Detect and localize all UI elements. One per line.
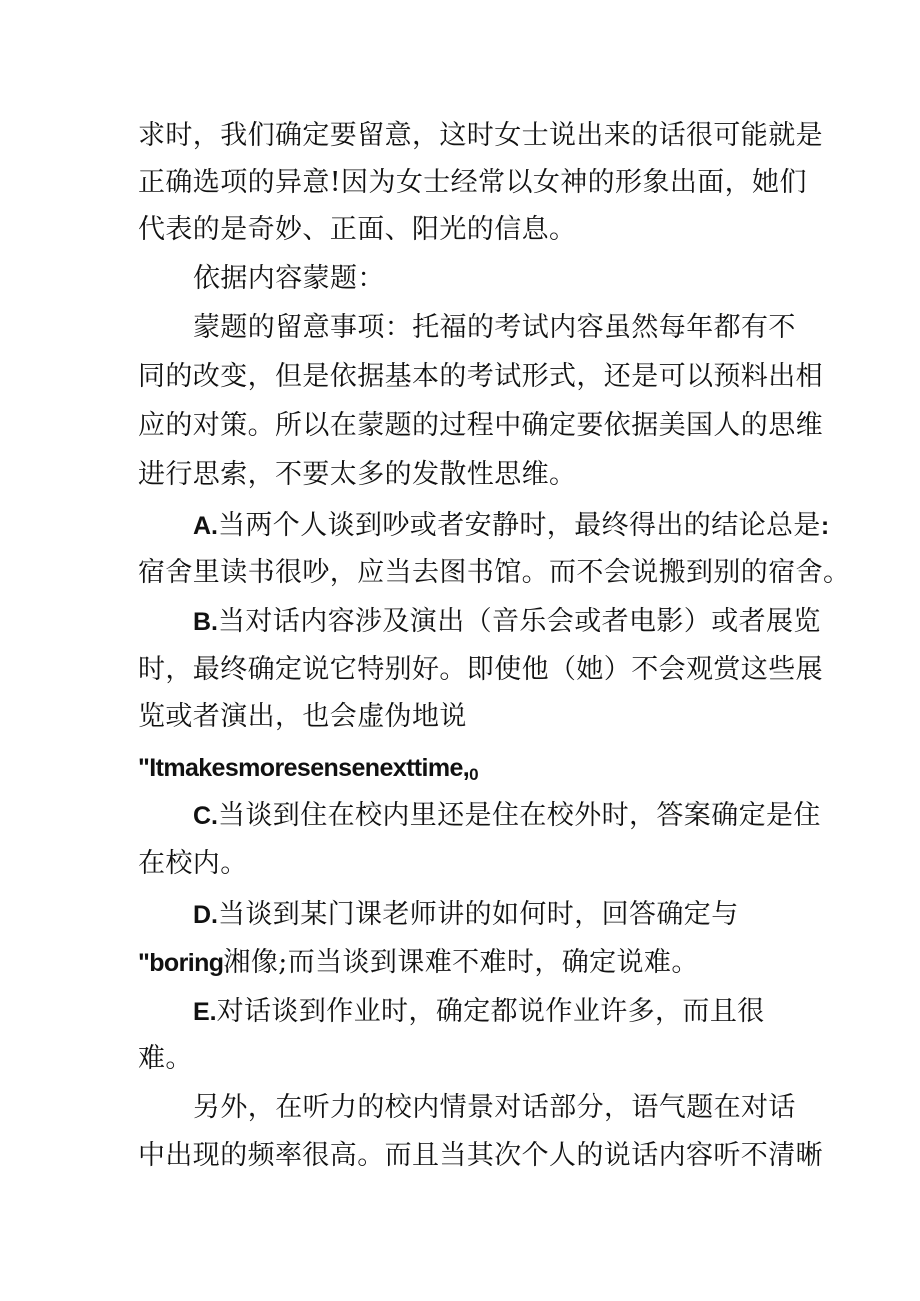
paragraph-line: 求时，我们确定要留意，这时女士说出来的话很可能就是 <box>138 120 823 151</box>
list-label: A. <box>193 512 218 540</box>
list-label: E. <box>193 998 217 1026</box>
section-heading: 依据内容蒙题： <box>193 263 385 294</box>
list-item-b <box>193 602 821 642</box>
list-item-text: 对话谈到作业时，确定都说作业许多，而且很 <box>216 996 765 1027</box>
list-item-text: 当两个人谈到吵或者安静时，最终得出的结论总是 <box>218 510 821 541</box>
paragraph-line: 应的对策。所以在蒙题的过程中确定要依据美国人的思维 <box>138 410 823 441</box>
paragraph-line: 时，最终确定说它特别好。即使他（她）不会观赏这些展 <box>138 654 823 685</box>
quote-line <box>138 748 479 788</box>
quoted-word: "boring <box>138 949 224 977</box>
list-item-text: 当谈到某门课老师讲的如何时，回答确定与 <box>218 899 739 930</box>
list-item-text: 当对话内容涉及演出（音乐会或者电影）或者展览 <box>218 606 821 637</box>
list-item-tail: : <box>820 512 830 540</box>
list-item-c <box>193 796 821 836</box>
paragraph-line: 同的改变，但是依据基本的考试形式，还是可以预料出相 <box>138 361 823 392</box>
paragraph-line: 在校内。 <box>138 848 248 879</box>
list-item-text: 当谈到住在校内里还是住在校外时，答案确定是住 <box>218 800 821 831</box>
quoted-phrase: "Itmakesmoresensenexttime, <box>138 754 470 782</box>
paragraph-line: 蒙题的留意事项：托福的考试内容虽然每年都有不 <box>193 312 796 343</box>
list-label: D. <box>193 901 218 929</box>
paragraph-line: 难。 <box>138 1043 193 1074</box>
list-item-e <box>193 992 765 1032</box>
paragraph-line: 进行思索，不要太多的发散性思维。 <box>138 459 577 490</box>
list-item-d <box>193 895 739 935</box>
paragraph-line: 代表的是奇妙、正面、阳光的信息。 <box>138 214 577 245</box>
paragraph-line <box>138 943 699 983</box>
line-text: 湘像;而当谈到课难不难时，确定说难。 <box>223 947 699 978</box>
paragraph-line: 览或者演出，也会虚伪地说 <box>138 701 467 732</box>
list-label: C. <box>193 802 218 830</box>
quote-suffix: 0 <box>469 765 480 784</box>
paragraph-line: 正确选项的异意!因为女士经常以女神的形象出面，她们 <box>138 167 807 198</box>
list-item-a <box>193 506 829 546</box>
paragraph-line: 中出现的频率很高。而且当其次个人的说话内容听不清晰 <box>138 1140 823 1171</box>
paragraph-line: 宿舍里读书很吵，应当去图书馆。而不会说搬到别的宿舍。 <box>138 557 851 588</box>
list-label: B. <box>193 608 218 636</box>
paragraph-line: 另外，在听力的校内情景对话部分，语气题在对话 <box>193 1092 796 1123</box>
